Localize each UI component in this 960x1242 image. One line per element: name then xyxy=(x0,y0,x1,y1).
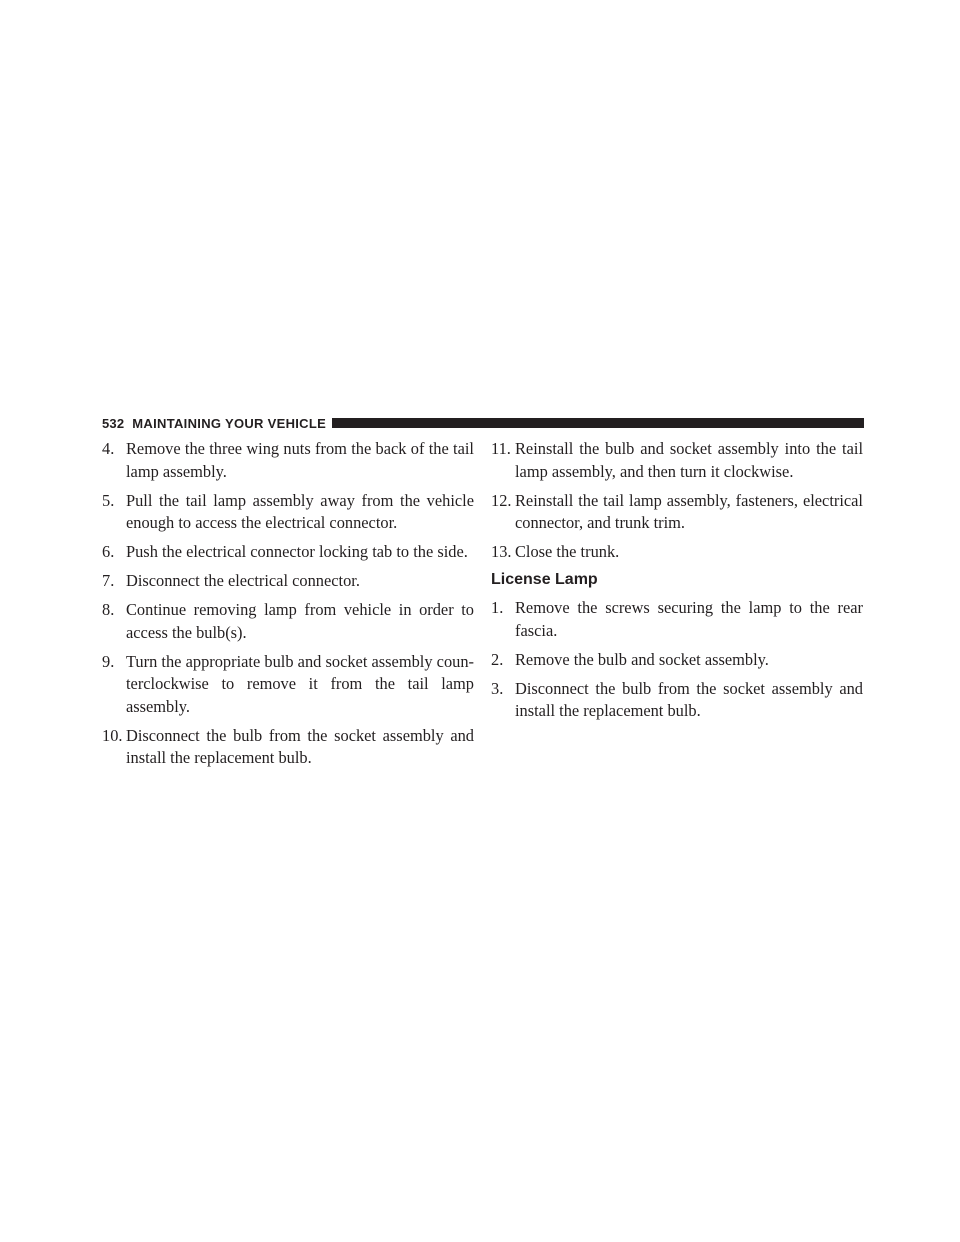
list-item xyxy=(102,570,474,593)
step-number: 13. xyxy=(491,542,512,561)
step-number: 5. xyxy=(102,490,115,510)
step-text: Remove the screws securing the lamp to the rear fascia. xyxy=(515,598,863,640)
step-text: Disconnect the bulb from the socket assembly and install the replacement bulb. xyxy=(515,678,863,720)
step-number: 8. xyxy=(102,600,115,619)
list-item xyxy=(102,438,474,483)
list-item xyxy=(102,725,474,770)
list-item xyxy=(491,438,863,483)
list-item xyxy=(102,490,474,535)
page-header xyxy=(102,415,864,431)
list-item xyxy=(491,649,863,672)
page-number: 532 xyxy=(102,415,125,431)
step-text: Remove the three wing nuts from the back of the tail lamp assembly. xyxy=(126,439,474,481)
step-number: 4. xyxy=(102,439,115,458)
step-text: Disconnect the bulb from the socket assembly and install the replacement bulb. xyxy=(126,725,474,767)
list-item xyxy=(491,541,863,564)
step-text: Reinstall the bulb and socket assembly into the tail lamp assembly, and then turn it clockwise. xyxy=(515,439,863,481)
license-lamp-heading: License Lamp xyxy=(491,571,598,588)
list-item xyxy=(102,599,474,644)
right-column xyxy=(491,438,863,729)
step-number: 9. xyxy=(102,651,115,671)
step-number: 7. xyxy=(102,571,115,590)
step-number: 1. xyxy=(491,598,504,617)
step-number: 3. xyxy=(491,678,504,698)
step-text: Remove the bulb and socket assembly. xyxy=(515,649,769,669)
step-number: 11. xyxy=(491,439,511,458)
step-number: 10. xyxy=(102,725,123,745)
header-rule xyxy=(332,418,864,428)
license-lamp-steps xyxy=(491,597,863,723)
step-text: Close the trunk. xyxy=(515,542,620,561)
tail-lamp-steps-continued xyxy=(102,438,474,770)
tail-lamp-steps-final xyxy=(491,438,863,564)
list-item xyxy=(102,541,474,564)
list-item xyxy=(102,651,474,719)
step-text: Continue removing lamp from vehicle in order to access the bulb(s). xyxy=(126,600,474,642)
list-item xyxy=(491,490,863,535)
step-number: 2. xyxy=(491,649,504,669)
list-item xyxy=(491,597,863,642)
step-text: Reinstall the tail lamp assembly, fasteners, electrical connector, and trunk trim. xyxy=(515,490,863,532)
step-text: Disconnect the electrical connector. xyxy=(126,571,360,590)
step-text: Turn the appropriate bulb and socket assembly coun-terclockwise to remove it from the tail lamp assembly. xyxy=(126,651,474,716)
list-item xyxy=(491,678,863,723)
left-column xyxy=(102,438,474,776)
step-text: Pull the tail lamp assembly away from the vehicle enough to access the electrical connector. xyxy=(126,490,474,532)
step-number: 6. xyxy=(102,542,115,561)
step-text: Push the electrical connector locking tab to the side. xyxy=(126,542,468,561)
section-title: MAINTAINING YOUR VEHICLE xyxy=(132,415,327,431)
step-number: 12. xyxy=(491,490,512,510)
